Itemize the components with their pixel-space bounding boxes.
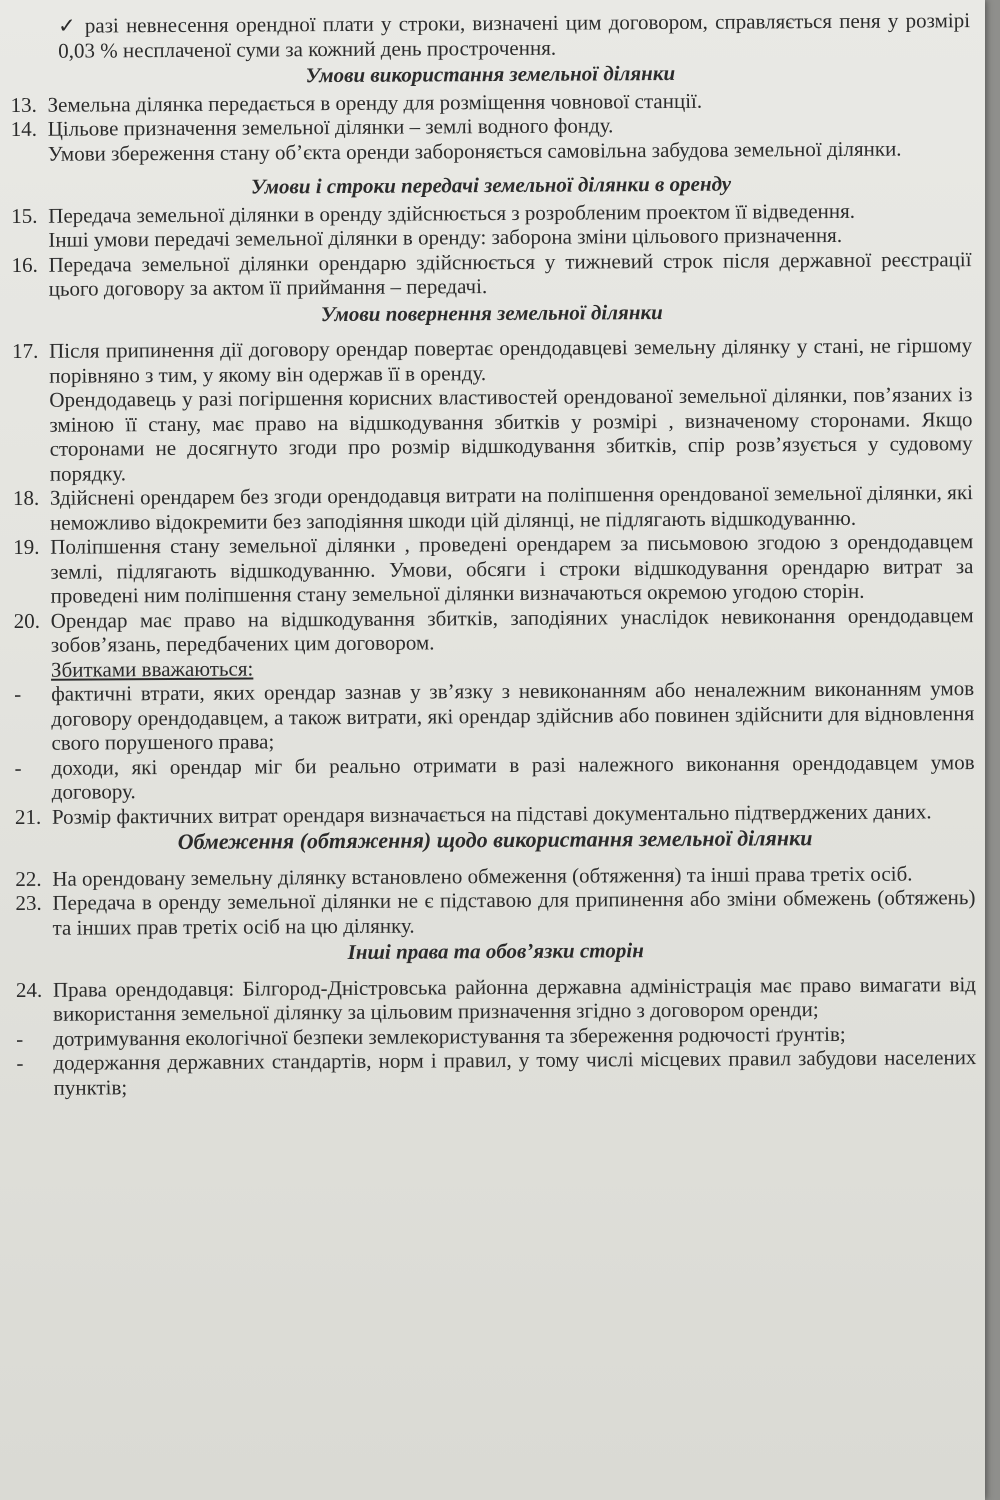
- clause-number: 21.: [14, 804, 42, 829]
- clause-number: 17.: [11, 338, 39, 363]
- clause-text: Передача в оренду земельної ділянки не є підставою для припинення або зміни обмежень (обтяжень) та інших прав третіх осіб на цю ділянку.: [52, 885, 976, 940]
- clause-text: Розмір фактичних витрат орендаря визначається на підставі документально підтверджених даних.: [51, 798, 932, 829]
- clause-number: 18.: [12, 485, 40, 510]
- clause-number: 24.: [15, 977, 43, 1002]
- clause-text: Цільове призначення земельної ділянки – землі водного фонду.: [47, 113, 614, 141]
- losses-item-2: [15, 750, 975, 805]
- clause-19: [13, 529, 973, 608]
- section-heading-restrictions: Обмеження (обтяження) щодо використання земельної ділянки: [177, 825, 813, 854]
- clause-number: 23.: [15, 890, 42, 915]
- clause-24: [16, 972, 976, 1027]
- paragraph-intro: ✓ разі невнесення орендної плати у строки, визначені цим договором, справляється пеня у розмірі 0,03 % несплаченої суми за кожний день прострочення.: [57, 8, 971, 63]
- list-dash: -: [16, 1050, 24, 1075]
- document-text: [10, 8, 977, 1100]
- clause-20: [14, 603, 974, 658]
- clause-23: [15, 885, 975, 940]
- section-heading-transfer: Умови і строки передачі земельної ділянки в оренду: [250, 171, 732, 199]
- losses-heading-text: Збитками вважаються:: [50, 656, 254, 682]
- clause-17: [12, 333, 972, 388]
- clause-17-damages: Орендодавець у разі погіршення корисних властивостей орендованої земельної ділянки, пов’язаних із зміною її стану, має право на відшкодування збитків у розмірі , визначеному сторонами. Якщо сторонами не досягнуто згоди про розмір відшкодування збитків, спір розв’язується у судовому порядку.: [49, 382, 973, 486]
- clause-text: На орендовану земельну ділянку встановлено обмеження (обтяження) та інші права третіх осіб.: [52, 861, 913, 891]
- section-heading-return: Умови повернення земельної ділянки: [320, 299, 663, 326]
- clause-text: Передача земельної ділянки в оренду здійснюється з розробленим проектом її відведення.: [48, 198, 856, 228]
- clause-21: [15, 799, 975, 829]
- clause-text: Передача земельної ділянки орендарю здійснюється у тижневий строк після державної реєстрації цього договору за актом її приймання – передачі.: [48, 246, 972, 301]
- clause-text: Поліпшення стану земельної ділянки , проведені орендарем за письмовою згодою з орендодавцем землі, підлягають відшкодуванню. Умови, обсяги і строки відшкодування орендарю витрат за проведені ним поліпшення стану земельної ділянки визначаються окремою угодою сторін.: [50, 529, 974, 608]
- list-dash: -: [14, 755, 22, 780]
- clause-text: Земельна ділянка передається в оренду для розміщення човнової станції.: [47, 88, 703, 117]
- list-item-text: фактичні втрати, яких орендар зазнав у зв’язку з невиконанням або неналежним виконанням умов договору орендодавцем, а також витрати, які орендар здійснив або повинен здійснити для відновлення свого порушеного права;: [51, 676, 975, 755]
- clause-number: 16.: [11, 252, 38, 277]
- clause-number: 15.: [11, 203, 38, 228]
- list-item-text: додержання державних стандартів, норм і правил, у тому числі місцевих правил забудови населених пунктів;: [53, 1045, 977, 1100]
- clause-16: [11, 247, 971, 302]
- clause-number: 14.: [10, 116, 38, 141]
- section-heading-rights: Інші права та обов’язки сторін: [347, 938, 644, 964]
- list-item-text: дотримування екологічної безпеки землекористування та збереження родючості ґрунтів;: [53, 1021, 846, 1051]
- clause-text: Здійснені орендарем без згоди орендодавця витрати на поліпшення орендованої земельної ділянки, які неможливо відокремити без заподіяння шкоди цій ділянці, не підлягають відшкодуванню.: [49, 480, 974, 535]
- clause-number: 13.: [10, 92, 37, 117]
- rights-item-2: [16, 1045, 976, 1100]
- list-item-text: доходи, які орендар міг би реально отримати в разі належного виконання орендодавцем умов договору.: [51, 749, 975, 804]
- clause-number: 20.: [13, 608, 41, 633]
- clause-14-conditions: Умови збереження стану об’єкта оренди забороняється самовільна забудова земельної ділянки.: [47, 136, 902, 166]
- clause-text: Права орендодавця: Білгород-Дністровська районна державна адміністрація має право вимагати від використання земельної ділянку за цільовим призначення згідно з договором оренди;: [52, 971, 977, 1026]
- clause-number: 22.: [15, 866, 42, 891]
- clause-15-other: Інші умови передачі земельної ділянки в оренду: заборона зміни цільового призначення.: [48, 222, 843, 252]
- clause-text: Орендар має право на відшкодування збитків, заподіяних унаслідок невиконання орендодавцем зобов’язань, передбачених цим договором.: [50, 602, 974, 657]
- clause-number: 19.: [13, 534, 40, 559]
- section-heading-usage: Умови використання земельної ділянки: [305, 60, 676, 88]
- list-dash: -: [14, 681, 22, 706]
- clause-text: Після припинення дії договору орендар повертає орендодавцеві земельну ділянку у стані, не гіршому порівняно з тим, у якому він одержав її в оренду.: [48, 333, 973, 388]
- losses-item-1: [14, 676, 974, 755]
- clause-18: [13, 480, 973, 535]
- list-dash: -: [16, 1026, 24, 1051]
